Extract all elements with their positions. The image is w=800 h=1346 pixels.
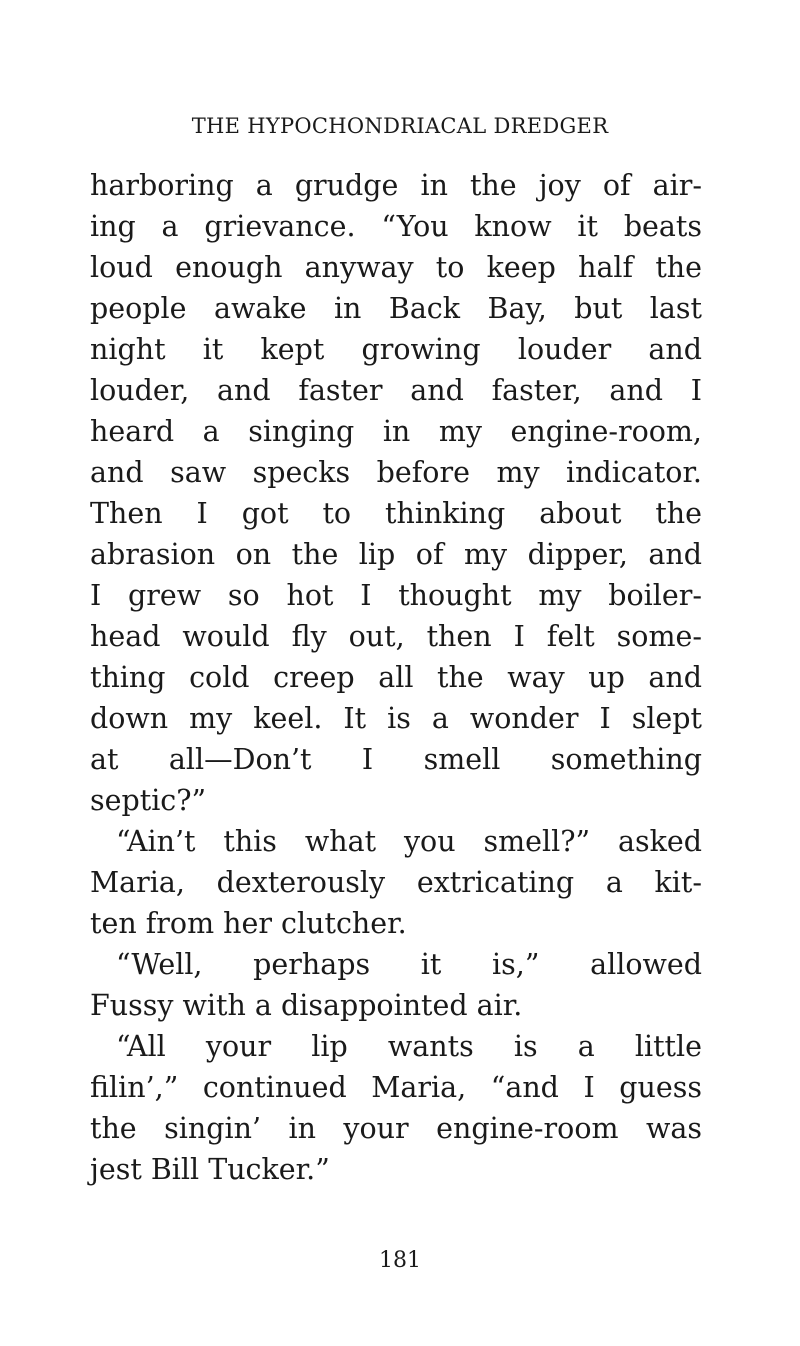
body-text [90,165,702,1190]
page-number: 181 [379,1248,421,1273]
text-line: thing cold creep all the way up and [90,661,702,694]
text-line: Then I got to thinking about the [90,497,702,530]
text-line: Fussy with a disappointed air. [90,989,523,1022]
text-line: louder, and faster and faster, and I [90,374,702,407]
text-line: “Ain’t this what you smell?” asked [116,825,702,858]
text-line: filin’,” continued Maria, “and I guess [90,1071,702,1104]
text-line: heard a singing in my engine-room, [90,415,702,448]
text-line: “All your lip wants is a little [116,1030,702,1063]
text-line: the singin’ in your engine-room was [90,1112,702,1145]
text-line: ten from her clutcher. [90,907,407,940]
text-line: ing a grievance. “You know it beats [90,210,702,243]
text-line: down my keel. It is a wonder I slept [90,702,702,735]
text-line: people awake in Back Bay, but last [90,292,702,325]
text-line: and saw specks before my indicator. [90,456,702,489]
text-line: head would fly out, then I felt some- [90,620,702,653]
text-line: I grew so hot I thought my boiler- [90,579,702,612]
text-line: harboring a grudge in the joy of air- [90,169,702,202]
text-line: septic?” [90,784,207,817]
text-line: loud enough anyway to keep half the [90,251,702,284]
text-line: abrasion on the lip of my dipper, and [90,538,702,571]
text-line: at all—Don’t I smell something [90,743,702,776]
text-line: Maria, dexterously extricating a kit- [90,866,702,899]
text-line: “Well, perhaps it is,” allowed [116,948,702,981]
text-line: jest Bill Tucker.” [90,1153,330,1186]
text-line: night it kept growing louder and [90,333,702,366]
running-head: THE HYPOCHONDRIACAL DREDGER [191,114,609,138]
